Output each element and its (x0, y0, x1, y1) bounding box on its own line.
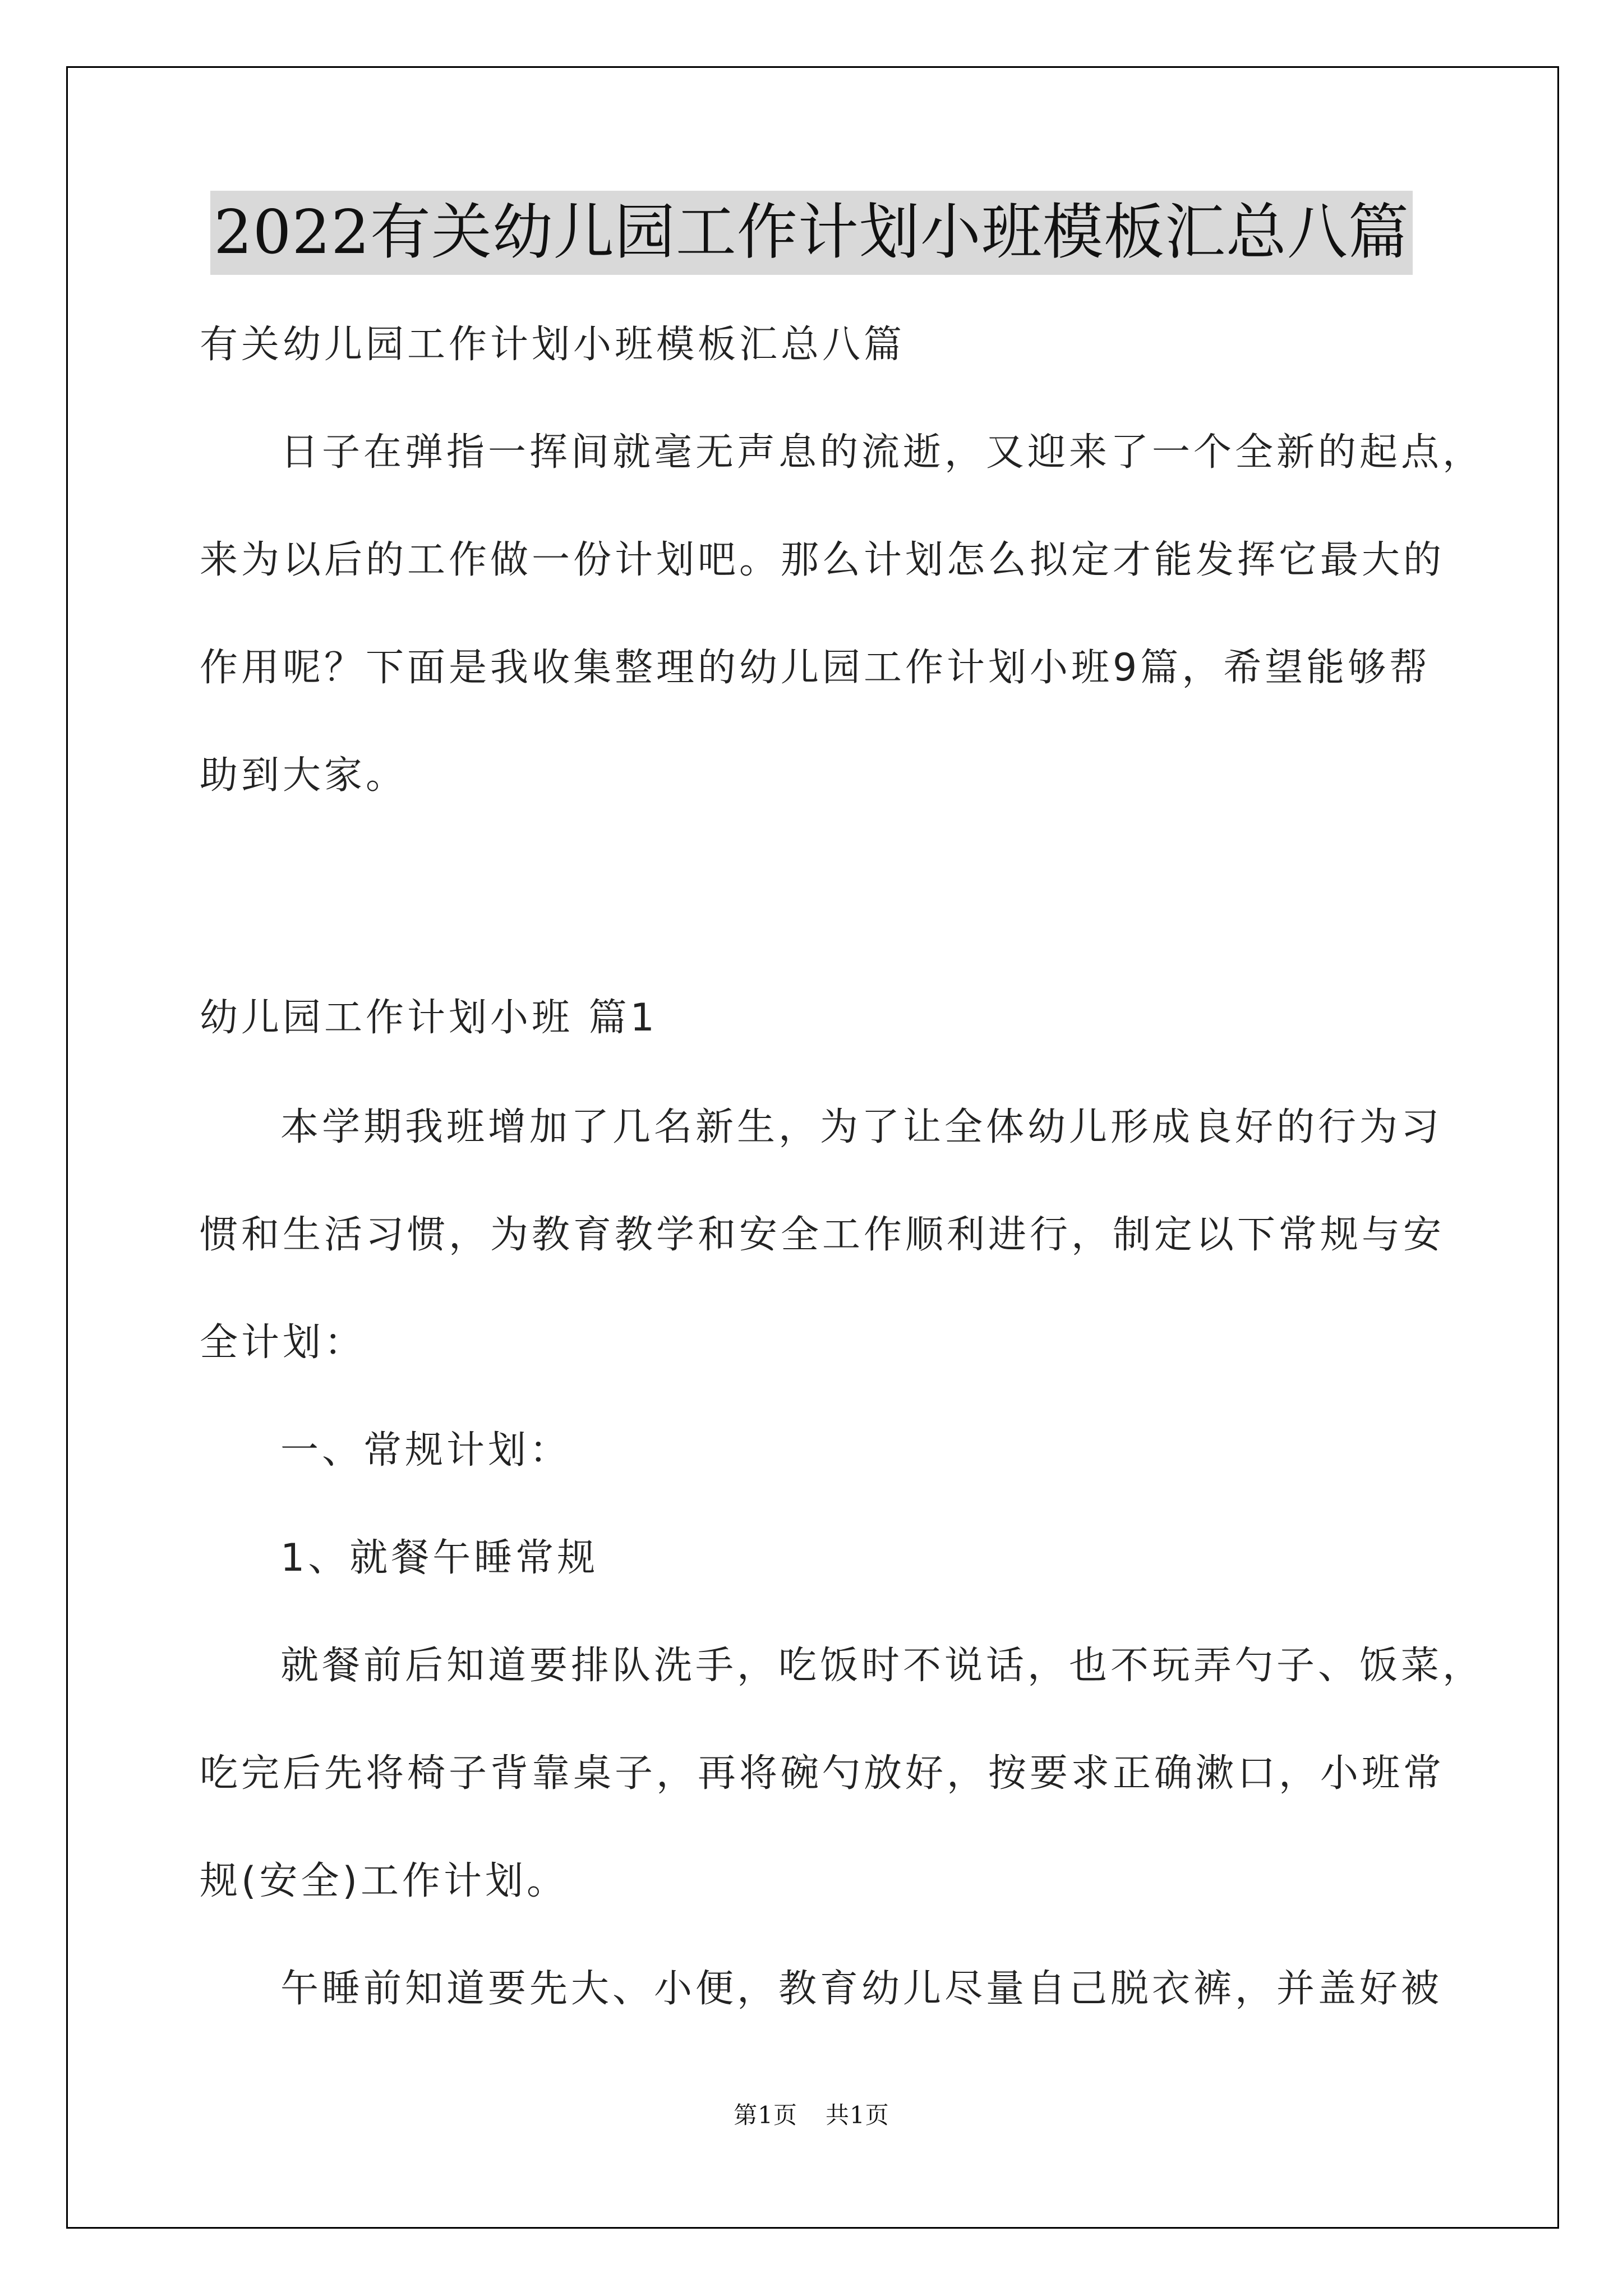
heading-regular-plan: 一、常规计划： (280, 1428, 571, 1473)
intro-line-2: 来为以后的工作做一份计划吧。那么计划怎么拟定才能发挥它最大的 (200, 538, 1445, 582)
intro-line-1: 日子在弹指一挥间就毫无声息的流逝，又迎来了一个全新的起点， (280, 430, 1484, 475)
document-subtitle: 有关幼儿园工作计划小班模板汇总八篇 (200, 323, 906, 367)
meal-line-1: 就餐前后知道要排队洗手，吃饭时不说话，也不玩弄勺子、饭菜， (280, 1644, 1484, 1688)
meal-line-3: 规(安全)工作计划。 (200, 1859, 569, 1903)
page-total: 共1页 (826, 2101, 889, 2129)
nap-line-1: 午睡前知道要先大、小便，教育幼儿尽量自己脱衣裤，并盖好被 (280, 1967, 1443, 2011)
section-line-3: 全计划： (200, 1320, 366, 1365)
heading-meal-nap: 1、就餐午睡常规 (280, 1536, 599, 1580)
intro-line-3: 作用呢？下面是我收集整理的幼儿园工作计划小班9篇，希望能够帮 (200, 646, 1431, 690)
section-line-1: 本学期我班增加了几名新生，为了让全体幼儿形成良好的行为习 (280, 1105, 1443, 1149)
meal-line-2: 吃完后先将椅子背靠桌子，再将碗勺放好，按要求正确漱口，小班常 (200, 1751, 1445, 1796)
section-line-2: 惯和生活习惯，为教育教学和安全工作顺利进行，制定以下常规与安 (200, 1213, 1445, 1257)
page-footer (0, 2097, 1623, 2131)
intro-line-4: 助到大家。 (200, 753, 408, 798)
section-heading: 幼儿园工作计划小班 篇1 (200, 996, 658, 1040)
title-container (0, 191, 1623, 275)
document-title: 2022有关幼儿园工作计划小班模板汇总八篇 (210, 191, 1413, 275)
page-current: 第1页 (734, 2101, 797, 2129)
